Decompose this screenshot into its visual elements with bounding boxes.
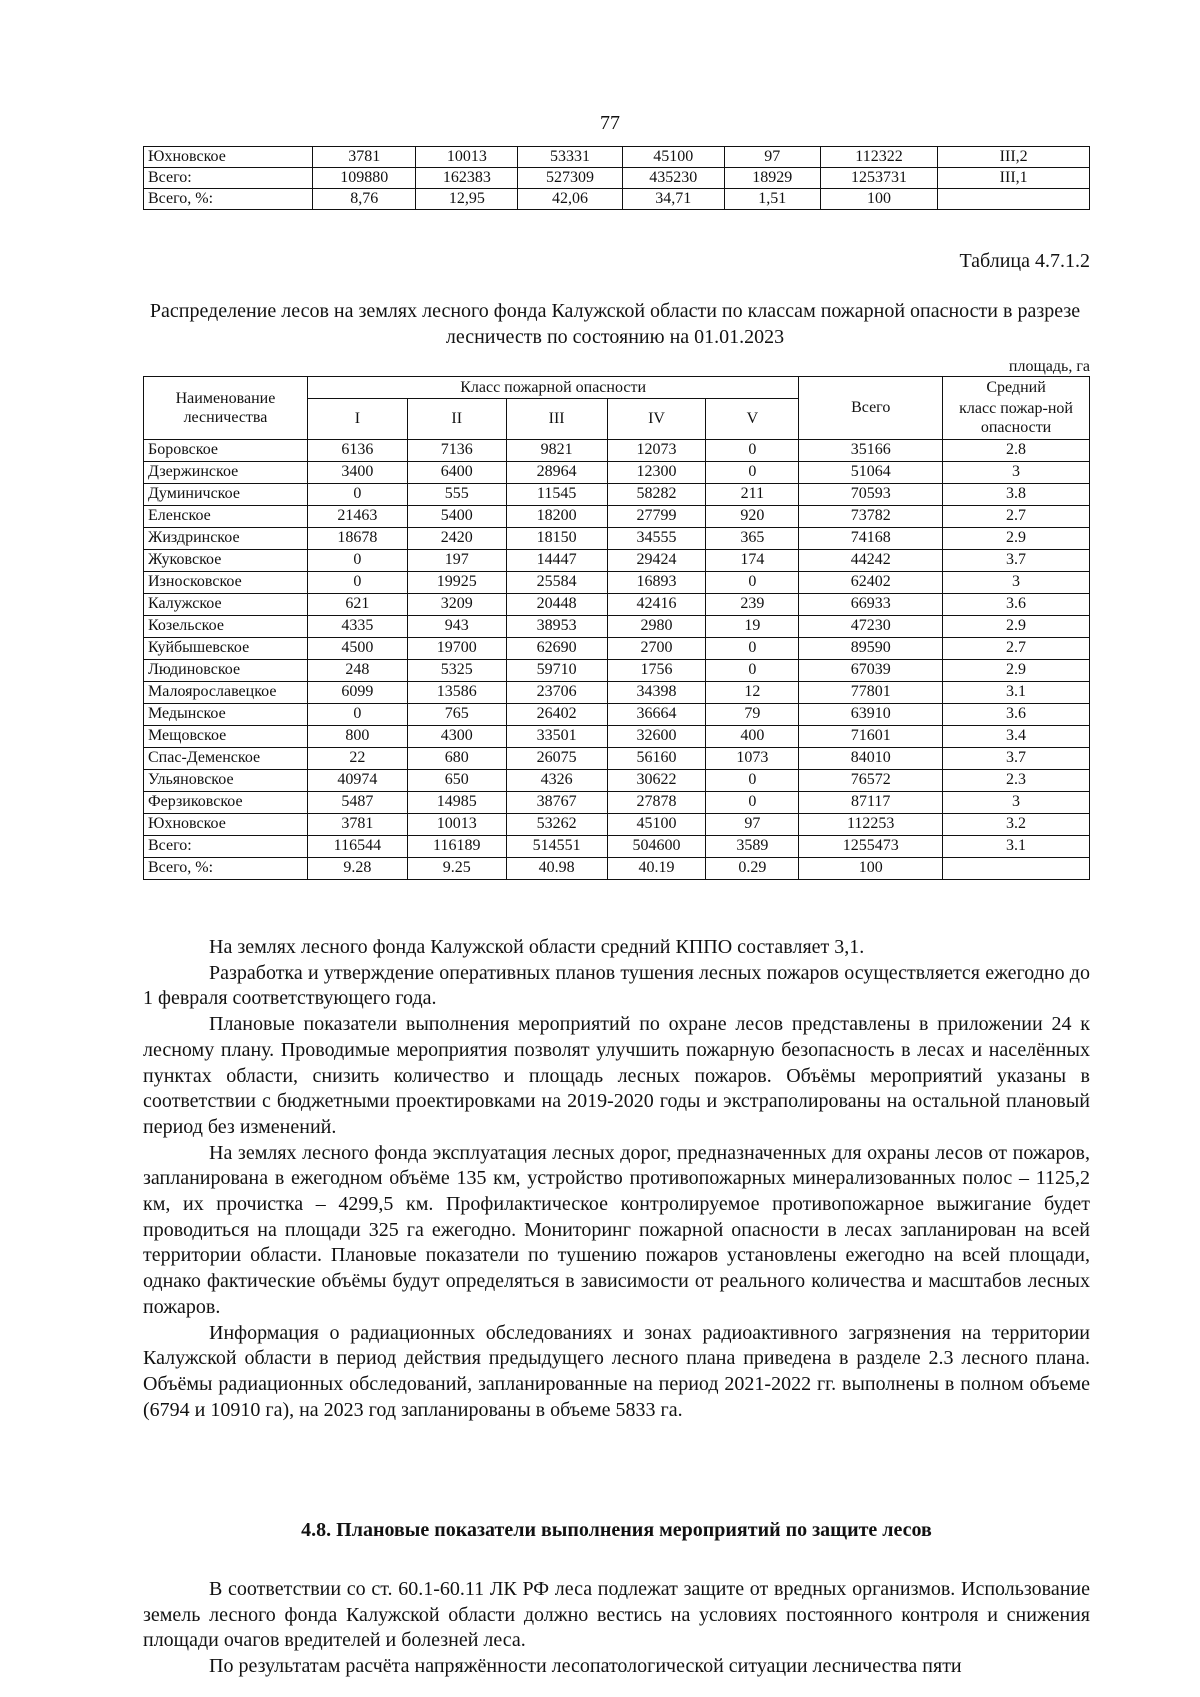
- value-cell: 30622: [607, 769, 706, 791]
- value-cell: 18200: [506, 505, 607, 527]
- forestry-name-cell: Всего:: [144, 835, 308, 857]
- value-cell: 3781: [313, 147, 416, 168]
- forestry-name-cell: Думиничское: [144, 483, 308, 505]
- table-row: [144, 615, 1090, 637]
- header-class-5: V: [706, 398, 799, 439]
- table-row: [144, 791, 1090, 813]
- forestry-name-cell: Дзержинское: [144, 461, 308, 483]
- header-class-2: II: [407, 398, 506, 439]
- value-cell: III,1: [938, 168, 1090, 189]
- value-cell: 4326: [506, 769, 607, 791]
- table-row: [144, 549, 1090, 571]
- header-avg-bottom: класс пожар-ной опасности: [943, 398, 1090, 439]
- value-cell: 2.7: [943, 637, 1090, 659]
- value-cell: 650: [407, 769, 506, 791]
- body-text-2: [143, 1577, 1090, 1680]
- value-cell: 40.98: [506, 857, 607, 879]
- value-cell: 4335: [307, 615, 407, 637]
- table-row: [144, 505, 1090, 527]
- table-row: [144, 659, 1090, 681]
- value-cell: 2.8: [943, 439, 1090, 461]
- value-cell: [938, 189, 1090, 210]
- table-row: [144, 637, 1090, 659]
- value-cell: 0: [307, 703, 407, 725]
- value-cell: 19925: [407, 571, 506, 593]
- value-cell: 248: [307, 659, 407, 681]
- value-cell: 25584: [506, 571, 607, 593]
- value-cell: 174: [706, 549, 799, 571]
- value-cell: 116544: [307, 835, 407, 857]
- value-cell: 5487: [307, 791, 407, 813]
- value-cell: 3.4: [943, 725, 1090, 747]
- value-cell: 514551: [506, 835, 607, 857]
- value-cell: 28964: [506, 461, 607, 483]
- value-cell: 0: [706, 659, 799, 681]
- value-cell: 2.7: [943, 505, 1090, 527]
- value-cell: 26402: [506, 703, 607, 725]
- section-heading: 4.8. Плановые показатели выполнения мероприятий по защите лесов: [301, 1519, 932, 1541]
- table-row: [144, 571, 1090, 593]
- forestry-name-cell: Всего, %:: [144, 857, 308, 879]
- forestry-name-cell: Малоярославецкое: [144, 681, 308, 703]
- value-cell: 1756: [607, 659, 706, 681]
- value-cell: 400: [706, 725, 799, 747]
- value-cell: 16893: [607, 571, 706, 593]
- value-cell: 58282: [607, 483, 706, 505]
- unit-note: площадь, га: [1008, 358, 1090, 375]
- value-cell: 32600: [607, 725, 706, 747]
- table-row: [144, 747, 1090, 769]
- value-cell: 51064: [799, 461, 943, 483]
- value-cell: 10013: [407, 813, 506, 835]
- value-cell: 19: [706, 615, 799, 637]
- forestry-name-cell: Калужское: [144, 593, 308, 615]
- table-row: [144, 681, 1090, 703]
- continuation-table: [143, 146, 1090, 210]
- paragraph: Плановые показатели выполнения мероприятий по охране лесов представлены в приложении 24 к лесному плану. Проводимые мероприятия позволят улучшить пожарную безопасность в лесах и населённых пунктах области, снизить количество и площадь лесных пожаров. Объёмы мероприятий указаны в соответствии с бюджетными проектировками на 2019-2020 годы и экстраполированы на остальной плановый период без изменений.: [143, 1013, 1090, 1138]
- value-cell: 1255473: [799, 835, 943, 857]
- forestry-name-cell: Людиновское: [144, 659, 308, 681]
- value-cell: 66933: [799, 593, 943, 615]
- table-label: Таблица 4.7.1.2: [959, 250, 1090, 272]
- value-cell: 2980: [607, 615, 706, 637]
- value-cell: 5400: [407, 505, 506, 527]
- value-cell: 14985: [407, 791, 506, 813]
- value-cell: 3209: [407, 593, 506, 615]
- value-cell: 34555: [607, 527, 706, 549]
- value-cell: 70593: [799, 483, 943, 505]
- value-cell: 3.6: [943, 593, 1090, 615]
- header-avg-top: Средний: [943, 377, 1090, 399]
- value-cell: 18929: [724, 168, 820, 189]
- value-cell: 3.2: [943, 813, 1090, 835]
- value-cell: 62690: [506, 637, 607, 659]
- table-row: [144, 593, 1090, 615]
- value-cell: 79: [706, 703, 799, 725]
- value-cell: 20448: [506, 593, 607, 615]
- value-cell: 4500: [307, 637, 407, 659]
- header-name: Наименование лесничества: [144, 377, 308, 440]
- forestry-name-cell: Юхновское: [144, 147, 313, 168]
- value-cell: 3: [943, 571, 1090, 593]
- value-cell: 27799: [607, 505, 706, 527]
- value-cell: 36664: [607, 703, 706, 725]
- value-cell: III,2: [938, 147, 1090, 168]
- value-cell: 34,71: [622, 189, 724, 210]
- paragraph: На землях лесного фонда эксплуатация лесных дорог, предназначенных для охраны лесов от пожаров, запланирована в ежегодном объёме 135 км, устройство противопожарных минерализованных полос – 1125,2 км, их прочистка – 4299,5 км. Профилактическое контролируемое противопожарное выжигание будет проводиться на площади 325 га ежегодно. Мониторинг пожарной опасности в лесах запланирован на всей территории области. Плановые показатели по тушению пожаров установлены ежегодно на всей площади, однако фактические объёмы будут определяться в зависимости от реального количества и масштабов лесных пожаров.: [143, 1141, 1090, 1318]
- value-cell: 0: [706, 571, 799, 593]
- paragraph: Разработка и утверждение оперативных планов тушения лесных пожаров осуществляется ежегодно до 1 февраля соответствующего года.: [143, 961, 1090, 1010]
- value-cell: 62402: [799, 571, 943, 593]
- forestry-name-cell: Юхновское: [144, 813, 308, 835]
- value-cell: 162383: [416, 168, 518, 189]
- value-cell: 504600: [607, 835, 706, 857]
- value-cell: 112253: [799, 813, 943, 835]
- value-cell: 19700: [407, 637, 506, 659]
- value-cell: 365: [706, 527, 799, 549]
- value-cell: 4300: [407, 725, 506, 747]
- value-cell: 3.7: [943, 747, 1090, 769]
- forestry-name-cell: Мещовское: [144, 725, 308, 747]
- value-cell: 97: [724, 147, 820, 168]
- paragraph: На землях лесного фонда Калужской области средний КППО составляет 3,1.: [209, 936, 865, 958]
- value-cell: 0: [307, 549, 407, 571]
- value-cell: 2.9: [943, 527, 1090, 549]
- value-cell: 197: [407, 549, 506, 571]
- value-cell: 76572: [799, 769, 943, 791]
- value-cell: 38767: [506, 791, 607, 813]
- value-cell: 6099: [307, 681, 407, 703]
- value-cell: 84010: [799, 747, 943, 769]
- page-number: 77: [600, 112, 620, 134]
- value-cell: 2.3: [943, 769, 1090, 791]
- value-cell: 100: [799, 857, 943, 879]
- value-cell: 33501: [506, 725, 607, 747]
- table-row: [144, 483, 1090, 505]
- value-cell: 1253731: [820, 168, 938, 189]
- value-cell: 12,95: [416, 189, 518, 210]
- value-cell: 63910: [799, 703, 943, 725]
- value-cell: 112322: [820, 147, 938, 168]
- value-cell: 3.6: [943, 703, 1090, 725]
- table-title: Распределение лесов на землях лесного фонда Калужской области по классам пожарной опасности в разрезе лесничеств по состоянию на 01.01.2023: [149, 300, 1081, 348]
- value-cell: 765: [407, 703, 506, 725]
- value-cell: 3781: [307, 813, 407, 835]
- table-row: [144, 813, 1090, 835]
- value-cell: 116189: [407, 835, 506, 857]
- value-cell: 920: [706, 505, 799, 527]
- forestry-name-cell: Боровское: [144, 439, 308, 461]
- value-cell: 13586: [407, 681, 506, 703]
- value-cell: 77801: [799, 681, 943, 703]
- value-cell: 527309: [518, 168, 622, 189]
- value-cell: 42,06: [518, 189, 622, 210]
- table-row: [144, 461, 1090, 483]
- value-cell: 9.25: [407, 857, 506, 879]
- value-cell: 0: [307, 571, 407, 593]
- value-cell: 0: [706, 791, 799, 813]
- value-cell: 5325: [407, 659, 506, 681]
- value-cell: 29424: [607, 549, 706, 571]
- value-cell: 42416: [607, 593, 706, 615]
- forestry-name-cell: Куйбышевское: [144, 637, 308, 659]
- forestry-name-cell: Медынское: [144, 703, 308, 725]
- value-cell: 621: [307, 593, 407, 615]
- value-cell: 59710: [506, 659, 607, 681]
- value-cell: 12: [706, 681, 799, 703]
- value-cell: 71601: [799, 725, 943, 747]
- forestry-name-cell: Жуковское: [144, 549, 308, 571]
- fire-class-table: [143, 376, 1090, 880]
- value-cell: 1,51: [724, 189, 820, 210]
- table-row: [144, 527, 1090, 549]
- value-cell: 3.1: [943, 835, 1090, 857]
- body-text: [143, 935, 1090, 1423]
- value-cell: 45100: [607, 813, 706, 835]
- value-cell: 10013: [416, 147, 518, 168]
- value-cell: 6136: [307, 439, 407, 461]
- value-cell: 555: [407, 483, 506, 505]
- table-row: [144, 835, 1090, 857]
- forestry-name-cell: Всего, %:: [144, 189, 313, 210]
- value-cell: 3: [943, 791, 1090, 813]
- value-cell: 2420: [407, 527, 506, 549]
- paragraph: В соответствии со ст. 60.1-60.11 ЛК РФ леса подлежат защите от вредных организмов. Использование земель лесного фонда Калужской области должно вестись на условиях постоянного контроля и снижения площади очагов вредителей и болезней леса.: [143, 1578, 1090, 1652]
- table-row: [144, 147, 1090, 168]
- value-cell: 100: [820, 189, 938, 210]
- value-cell: 680: [407, 747, 506, 769]
- paragraph: По результатам расчёта напряжённости лесопатологической ситуации лесничества пяти: [209, 1655, 962, 1678]
- header-class-3: III: [506, 398, 607, 439]
- forestry-name-cell: Еленское: [144, 505, 308, 527]
- value-cell: 211: [706, 483, 799, 505]
- forestry-name-cell: Ферзиковское: [144, 791, 308, 813]
- value-cell: 35166: [799, 439, 943, 461]
- value-cell: 22: [307, 747, 407, 769]
- value-cell: 21463: [307, 505, 407, 527]
- table-row: [144, 439, 1090, 461]
- table-row: [144, 189, 1090, 210]
- value-cell: 0: [706, 439, 799, 461]
- paragraph: Информация о радиационных обследованиях и зонах радиоактивного загрязнения на территории Калужской области в период действия предыдущего лесного плана приведена в разделе 2.3 лесного плана. Объёмы радиационных обследований, запланированные на период 2021-2022 гг. выполнены в полном объеме (6794 и 10910 га), на 2023 год запланированы в объеме 5833 га.: [143, 1321, 1090, 1421]
- value-cell: 435230: [622, 168, 724, 189]
- value-cell: 109880: [313, 168, 416, 189]
- value-cell: 12073: [607, 439, 706, 461]
- value-cell: 12300: [607, 461, 706, 483]
- value-cell: 3.7: [943, 549, 1090, 571]
- value-cell: 27878: [607, 791, 706, 813]
- forestry-name-cell: Износковское: [144, 571, 308, 593]
- value-cell: 3: [943, 461, 1090, 483]
- value-cell: 53331: [518, 147, 622, 168]
- table-row: [144, 168, 1090, 189]
- value-cell: 0: [706, 769, 799, 791]
- value-cell: 26075: [506, 747, 607, 769]
- value-cell: 3.1: [943, 681, 1090, 703]
- value-cell: 97: [706, 813, 799, 835]
- value-cell: 47230: [799, 615, 943, 637]
- value-cell: 53262: [506, 813, 607, 835]
- value-cell: 23706: [506, 681, 607, 703]
- value-cell: 9821: [506, 439, 607, 461]
- table-row: [144, 857, 1090, 879]
- value-cell: 40.19: [607, 857, 706, 879]
- header-class-4: IV: [607, 398, 706, 439]
- value-cell: 0: [706, 461, 799, 483]
- table-row: [144, 769, 1090, 791]
- forestry-name-cell: Жиздринское: [144, 527, 308, 549]
- value-cell: 6400: [407, 461, 506, 483]
- forestry-name-cell: Всего:: [144, 168, 313, 189]
- value-cell: 8,76: [313, 189, 416, 210]
- value-cell: 73782: [799, 505, 943, 527]
- table-row: [144, 725, 1090, 747]
- value-cell: 40974: [307, 769, 407, 791]
- value-cell: 14447: [506, 549, 607, 571]
- value-cell: 18150: [506, 527, 607, 549]
- forestry-name-cell: Ульяновское: [144, 769, 308, 791]
- value-cell: 943: [407, 615, 506, 637]
- value-cell: 18678: [307, 527, 407, 549]
- forestry-name-cell: Козельское: [144, 615, 308, 637]
- value-cell: 44242: [799, 549, 943, 571]
- value-cell: 87117: [799, 791, 943, 813]
- value-cell: 3589: [706, 835, 799, 857]
- header-total: Всего: [799, 377, 943, 440]
- value-cell: 0: [706, 637, 799, 659]
- value-cell: 7136: [407, 439, 506, 461]
- value-cell: 89590: [799, 637, 943, 659]
- value-cell: 74168: [799, 527, 943, 549]
- value-cell: 1073: [706, 747, 799, 769]
- value-cell: 0: [307, 483, 407, 505]
- value-cell: 2700: [607, 637, 706, 659]
- forestry-name-cell: Спас-Деменское: [144, 747, 308, 769]
- value-cell: 11545: [506, 483, 607, 505]
- value-cell: 3.8: [943, 483, 1090, 505]
- value-cell: 67039: [799, 659, 943, 681]
- value-cell: 2.9: [943, 615, 1090, 637]
- value-cell: 38953: [506, 615, 607, 637]
- value-cell: 9.28: [307, 857, 407, 879]
- value-cell: 239: [706, 593, 799, 615]
- value-cell: 56160: [607, 747, 706, 769]
- value-cell: 34398: [607, 681, 706, 703]
- table-row: [144, 703, 1090, 725]
- value-cell: 3400: [307, 461, 407, 483]
- value-cell: 800: [307, 725, 407, 747]
- header-class-group: Класс пожарной опасности: [307, 377, 798, 399]
- value-cell: [943, 857, 1090, 879]
- value-cell: 45100: [622, 147, 724, 168]
- value-cell: 0.29: [706, 857, 799, 879]
- value-cell: 2.9: [943, 659, 1090, 681]
- header-class-1: I: [307, 398, 407, 439]
